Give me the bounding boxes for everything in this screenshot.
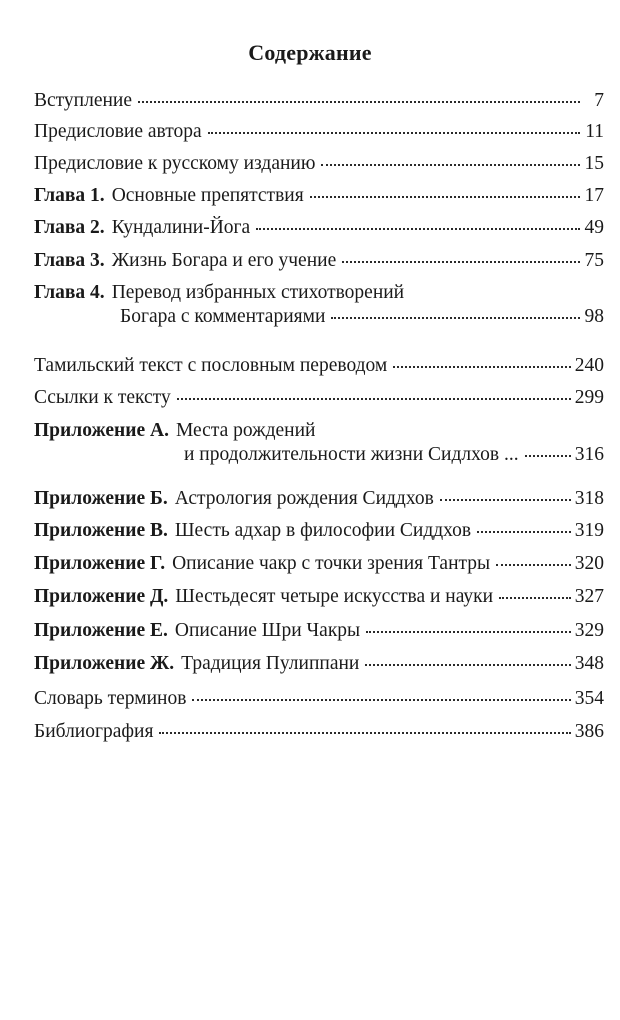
toc-entry-prefix: Глава 3. — [34, 250, 105, 271]
dot-leader — [342, 260, 580, 263]
toc-entry-title: Места рождений — [175, 420, 316, 441]
dot-leader — [499, 596, 571, 599]
toc-entry-prefix: Приложение А. — [34, 420, 169, 441]
dot-leader — [525, 454, 571, 457]
toc-entry-page-number: 299 — [574, 387, 604, 408]
dot-leader — [496, 563, 571, 566]
toc-entry-page-number: 316 — [574, 444, 604, 465]
toc-entry-prefix: Приложение Е. — [34, 620, 168, 641]
toc-entry-prefix: Приложение Г. — [34, 553, 166, 574]
toc-entry — [34, 281, 604, 329]
toc-entry — [34, 552, 604, 576]
toc-entry-page-number: 98 — [584, 306, 604, 327]
toc-entry — [34, 619, 604, 643]
dot-leader — [321, 163, 580, 166]
toc-entry-title: Вступление — [34, 90, 133, 111]
toc-entry — [34, 687, 604, 711]
toc-entry-page-number: 17 — [584, 185, 604, 206]
toc-entry-title-continued: Богара с комментариями — [120, 306, 326, 327]
toc-entry — [34, 487, 604, 511]
toc-entry — [34, 120, 604, 144]
dot-leader — [159, 731, 570, 734]
dot-leader — [331, 316, 580, 319]
dot-leader — [192, 698, 570, 701]
toc-entry-title: Описание Шри Чакры — [174, 620, 361, 641]
toc-entry-prefix: Глава 1. — [34, 185, 105, 206]
toc-entry-title: Ссылки к тексту — [34, 387, 171, 408]
toc-entry-page-number: 327 — [574, 586, 604, 607]
toc-entry-title: Шестьдесят четыре искусства и науки — [175, 586, 494, 607]
toc-entry-title: Библиография — [34, 721, 154, 742]
toc-entry-prefix: Приложение В. — [34, 520, 168, 541]
toc-entry — [34, 184, 604, 208]
dot-leader — [177, 397, 571, 400]
toc-entry-title: Описание чакр с точки зрения Тантры — [172, 553, 491, 574]
toc-entry-title: Предисловие автора — [34, 121, 202, 142]
toc-entry-page-number: 15 — [584, 153, 604, 174]
dot-leader — [365, 663, 570, 666]
dot-leader — [208, 131, 580, 134]
toc-entry — [34, 585, 604, 609]
toc-entry-prefix: Глава 2. — [34, 217, 105, 238]
toc-entry-title: Перевод избранных стихотворений — [111, 282, 405, 303]
dot-leader — [477, 530, 571, 533]
toc-entry-page-number: 320 — [574, 553, 604, 574]
toc-entry-title: Традиция Пулиппани — [181, 653, 360, 674]
toc-entry-page-number: 318 — [574, 488, 604, 509]
toc-entry-page-number: 75 — [584, 250, 604, 271]
page-title: Содержание — [248, 40, 372, 65]
toc-entry — [34, 89, 604, 113]
dot-leader — [440, 498, 571, 501]
dot-leader — [256, 227, 580, 230]
toc-entry — [34, 152, 604, 176]
toc-entry-title: Основные препятствия — [111, 185, 304, 206]
toc-entry — [34, 720, 604, 744]
toc-entry-prefix: Глава 4. — [34, 282, 105, 303]
toc-entry-page-number: 11 — [585, 121, 604, 142]
toc-entry-title: Предисловие к русскому изданию — [34, 153, 316, 174]
toc-entry-page-number: 319 — [574, 520, 604, 541]
toc-entry-page-number: 348 — [574, 653, 604, 674]
dot-leader — [310, 195, 580, 198]
toc-entry-page-number: 240 — [574, 355, 604, 376]
dot-leader — [393, 365, 570, 368]
dot-leader — [366, 630, 571, 633]
toc-entry-title: Астрология рождения Сиддхов — [174, 488, 434, 509]
toc-entry-title: Словарь терминов — [34, 688, 187, 709]
toc-entry-prefix: Приложение Ж. — [34, 653, 175, 674]
toc-entry-title: Кундалини-Йога — [111, 217, 251, 238]
toc-entry-title: Тамильский текст с пословным переводом — [34, 355, 388, 376]
toc-entry-title: Жизнь Богара и его учение — [111, 250, 337, 271]
toc-entry — [34, 216, 604, 240]
toc-entry-page-number: 7 — [594, 90, 604, 111]
toc-entry-title: Шесть адхар в философии Сиддхов — [174, 520, 472, 541]
toc-entry — [34, 249, 604, 273]
toc-entry — [34, 354, 604, 378]
toc-entry-page-number: 49 — [584, 217, 604, 238]
toc-entry — [34, 419, 604, 467]
toc-entry-page-number: 354 — [574, 688, 604, 709]
toc-entry-prefix: Приложение Б. — [34, 488, 168, 509]
toc-entry — [34, 652, 604, 676]
toc-entry — [34, 386, 604, 410]
toc-entry-page-number: 329 — [574, 620, 604, 641]
toc-entry — [34, 519, 604, 543]
toc-entry-prefix: Приложение Д. — [34, 586, 169, 607]
toc-entry-title-continued: и продолжительности жизни Сидлхов ... — [184, 444, 519, 465]
dot-leader — [138, 100, 580, 103]
toc-entry-page-number: 386 — [574, 721, 604, 742]
